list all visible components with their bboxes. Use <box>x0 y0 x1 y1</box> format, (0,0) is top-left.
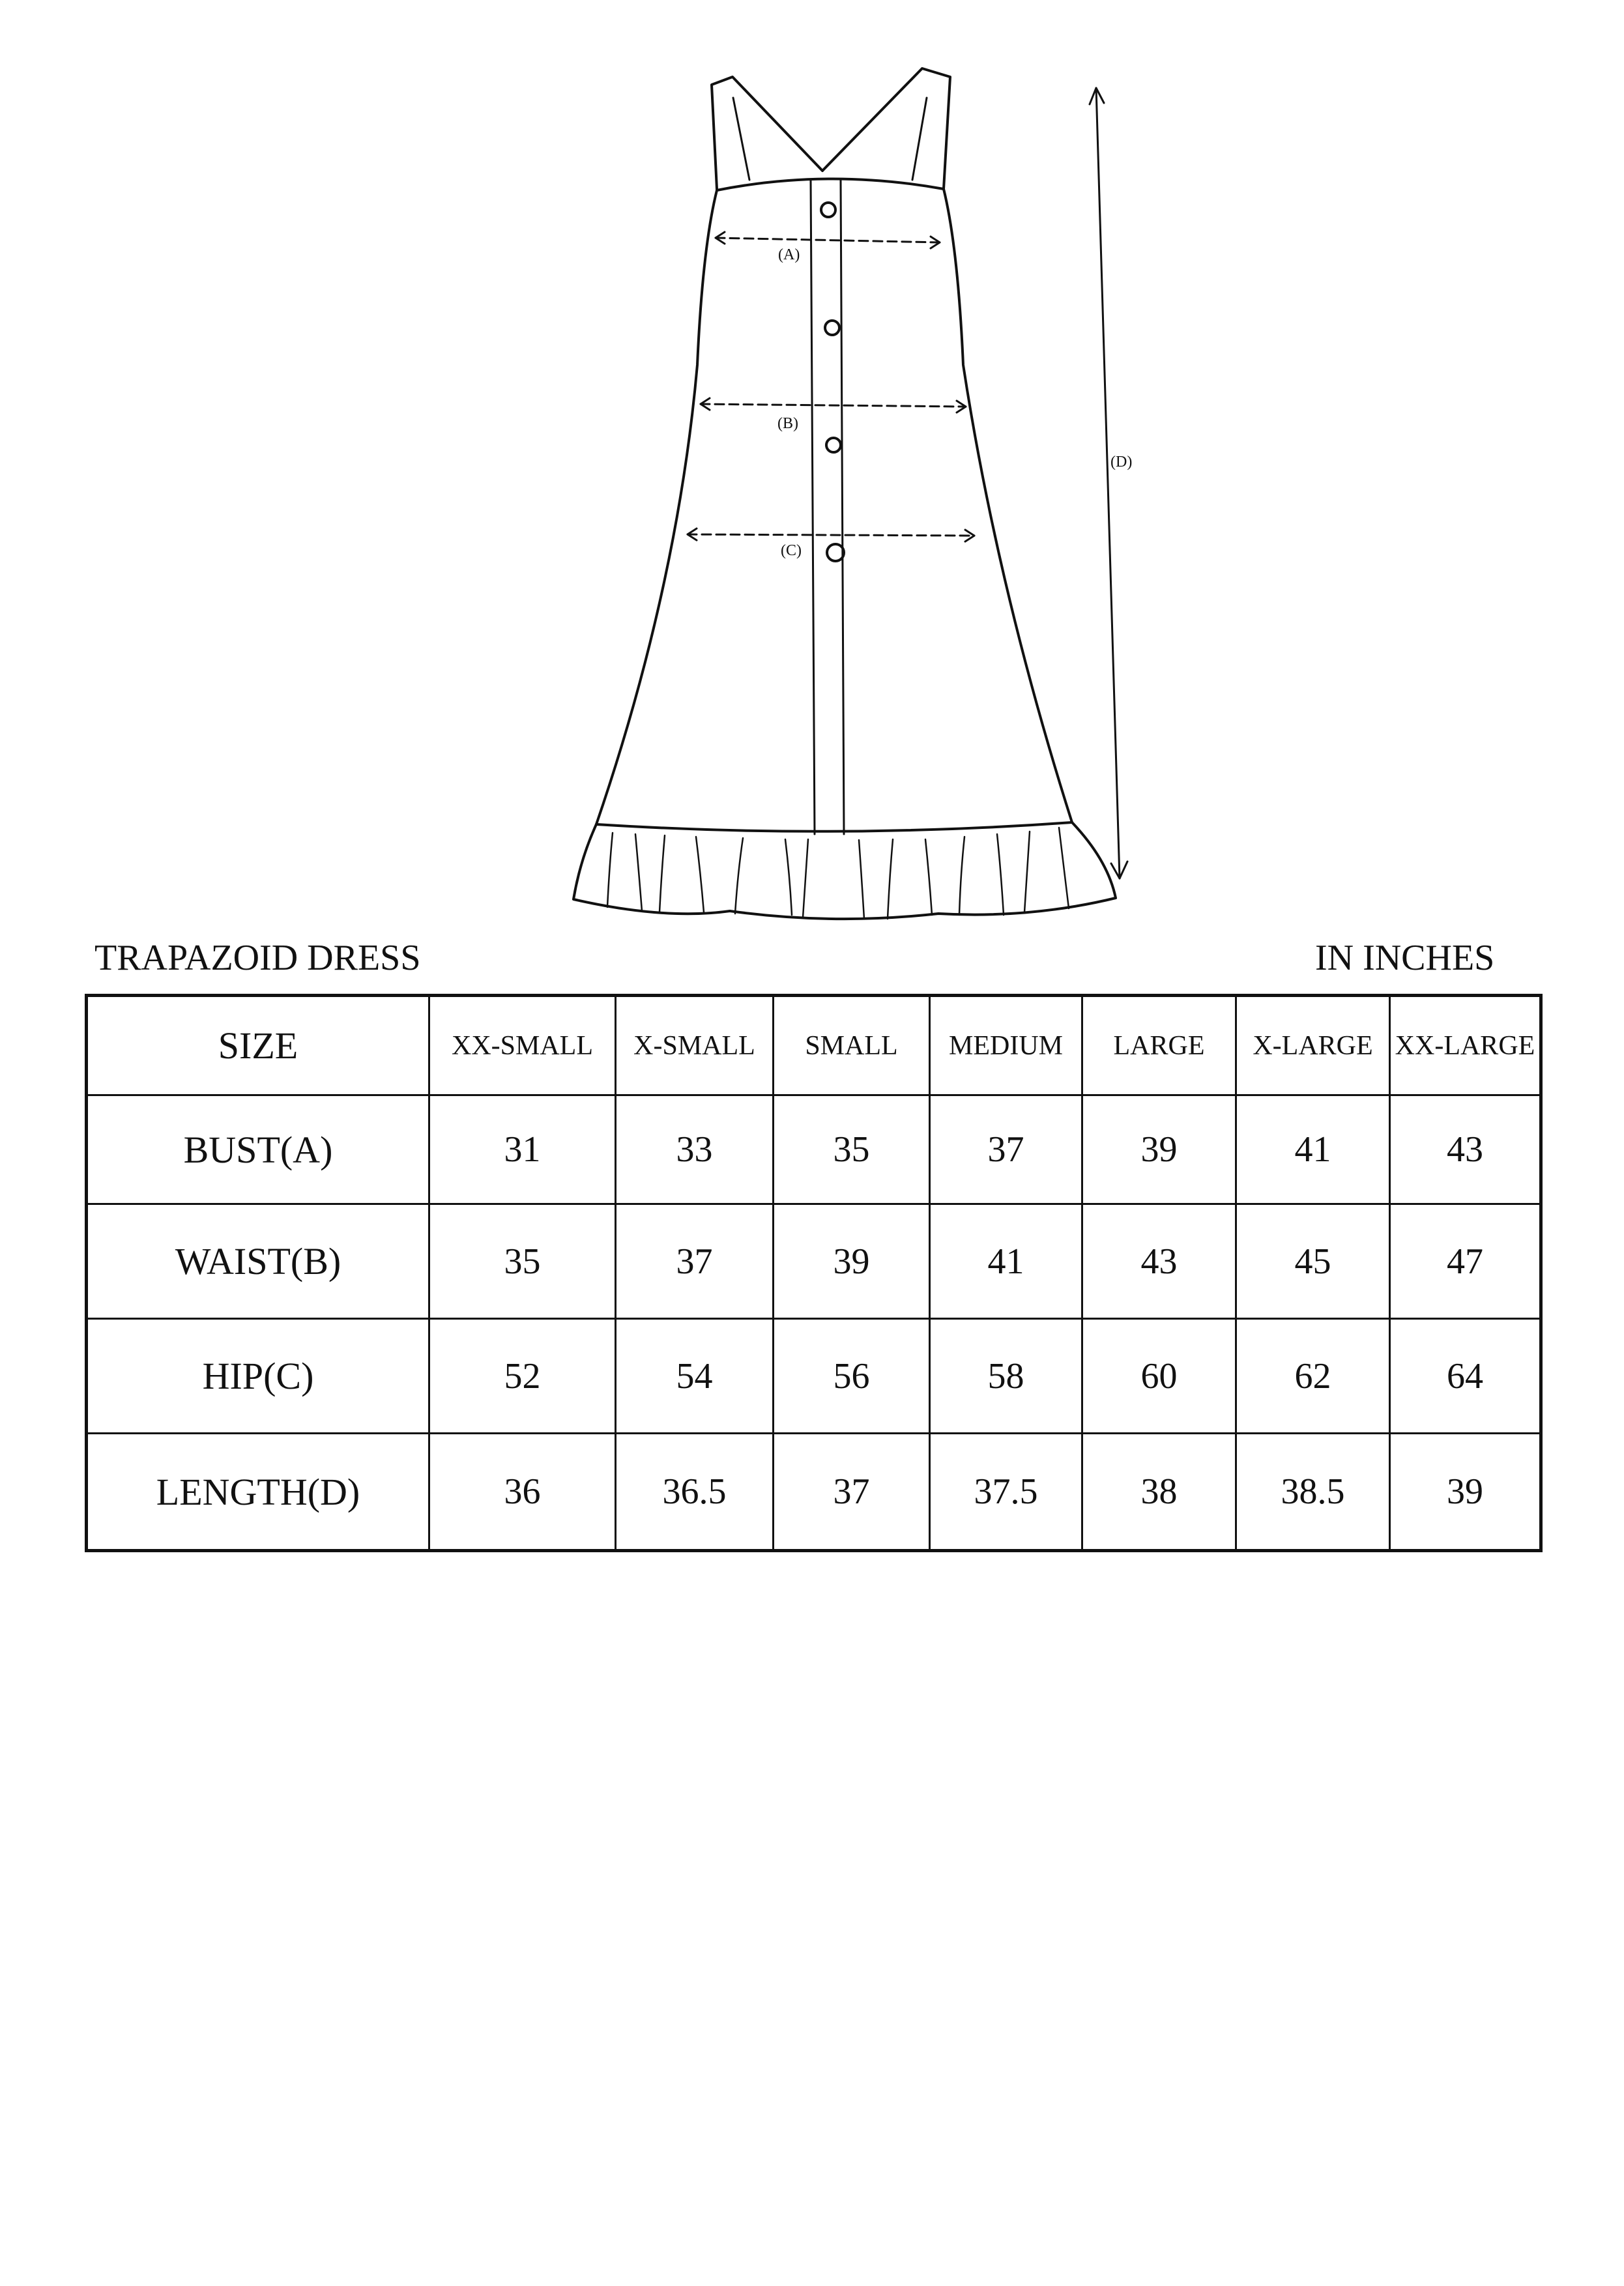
table-row <box>87 1434 1541 1551</box>
table-cell: 41 <box>1236 1095 1390 1204</box>
waist-marker: (B) <box>777 415 798 432</box>
table-cell: 31 <box>429 1095 616 1204</box>
table-row <box>87 1319 1541 1434</box>
table-cell: 36 <box>429 1434 616 1551</box>
bust-marker: (A) <box>778 246 800 263</box>
table-cell: 37.5 <box>930 1434 1082 1551</box>
table-cell: 41 <box>930 1204 1082 1319</box>
hem-seam <box>596 822 1072 832</box>
placket-left <box>811 180 815 834</box>
dress-left-side <box>596 190 717 824</box>
size-column-header: MEDIUM <box>930 996 1082 1095</box>
table-cell: 54 <box>616 1319 774 1434</box>
length-measure-line <box>1096 88 1120 878</box>
table-header-row <box>87 996 1541 1095</box>
table-cell: 37 <box>930 1095 1082 1204</box>
table-row <box>87 1204 1541 1319</box>
dress-right-side <box>944 189 1072 822</box>
right-strap-inner <box>912 98 927 180</box>
unit-label: IN INCHES <box>1315 938 1495 978</box>
size-header-label: SIZE <box>87 996 429 1095</box>
button-4 <box>827 544 844 561</box>
left-strap <box>712 77 822 189</box>
table-cell: 37 <box>616 1204 774 1319</box>
row-label: WAIST(B) <box>87 1204 429 1319</box>
table-cell: 43 <box>1082 1204 1236 1319</box>
button-2 <box>825 321 839 335</box>
table-cell: 38.5 <box>1236 1434 1390 1551</box>
table-cell: 58 <box>930 1319 1082 1434</box>
table-cell: 43 <box>1390 1095 1541 1204</box>
table-row <box>87 1095 1541 1204</box>
table-cell: 52 <box>429 1319 616 1434</box>
size-column-header: XX-SMALL <box>429 996 616 1095</box>
table-cell: 47 <box>1390 1204 1541 1319</box>
table-cell: 35 <box>429 1204 616 1319</box>
size-column-header: LARGE <box>1082 996 1236 1095</box>
table-cell: 56 <box>774 1319 930 1434</box>
size-column-header: X-SMALL <box>616 996 774 1095</box>
length-marker: (D) <box>1110 454 1133 470</box>
hip-measure-line <box>688 534 974 536</box>
table-cell: 60 <box>1082 1319 1236 1434</box>
table-cell: 36.5 <box>616 1434 774 1551</box>
table-cell: 37 <box>774 1434 930 1551</box>
row-label: HIP(C) <box>87 1319 429 1434</box>
waist-measure-line <box>701 404 966 407</box>
ruffle-outline <box>573 822 1116 919</box>
bust-measure-line <box>716 238 940 242</box>
row-label: LENGTH(D) <box>87 1434 429 1551</box>
document-title: TRAPAZOID DRESS <box>94 938 421 978</box>
table-cell: 35 <box>774 1095 930 1204</box>
table-cell: 33 <box>616 1095 774 1204</box>
size-column-header: X-LARGE <box>1236 996 1390 1095</box>
table-cell: 38 <box>1082 1434 1236 1551</box>
size-chart-table <box>85 994 1543 1552</box>
placket-right <box>841 180 844 834</box>
table-cell: 64 <box>1390 1319 1541 1434</box>
button-1 <box>821 203 835 217</box>
right-strap <box>822 68 950 189</box>
ruffle-pleats <box>607 828 1069 919</box>
table-cell: 39 <box>1082 1095 1236 1204</box>
left-strap-inner <box>733 98 749 180</box>
dress-sketch <box>0 0 1624 938</box>
hip-marker: (C) <box>781 542 802 559</box>
button-3 <box>826 438 841 452</box>
table-cell: 45 <box>1236 1204 1390 1319</box>
size-column-header: XX-LARGE <box>1390 996 1541 1095</box>
table-cell: 39 <box>1390 1434 1541 1551</box>
row-label: BUST(A) <box>87 1095 429 1204</box>
table-cell: 62 <box>1236 1319 1390 1434</box>
table-cell: 39 <box>774 1204 930 1319</box>
bodice-top <box>717 179 944 190</box>
size-column-header: SMALL <box>774 996 930 1095</box>
